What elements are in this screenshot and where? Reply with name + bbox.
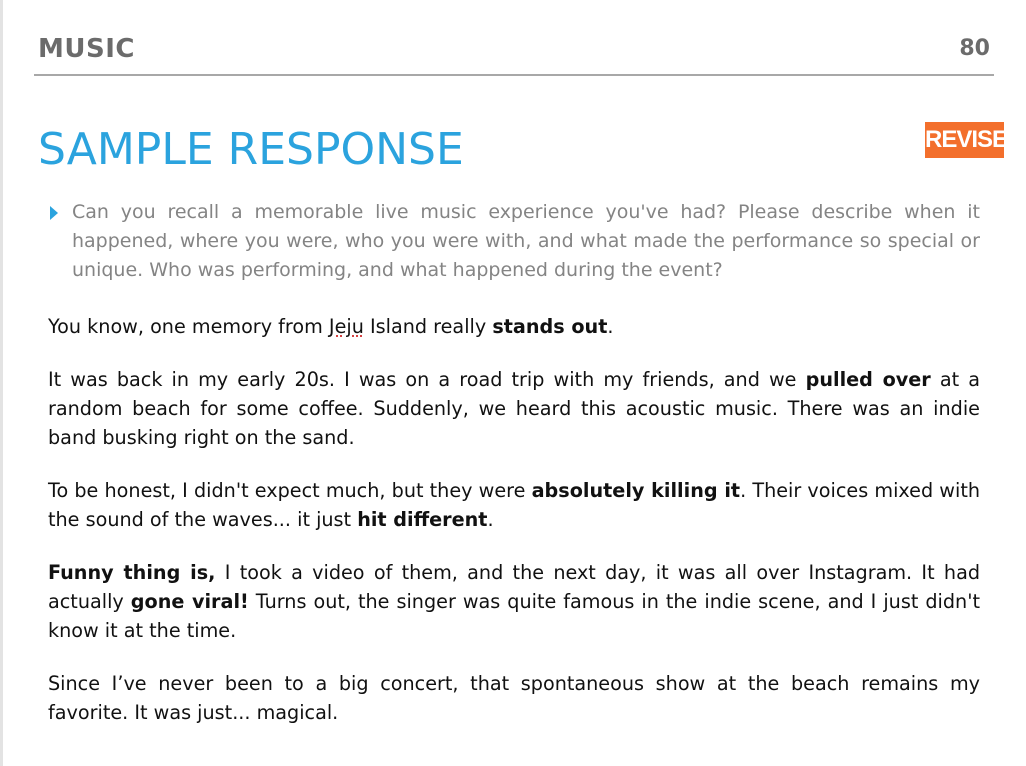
answer-text: I took a video of them, and the next day, it was all over Instagram. It had actually bbox=[48, 561, 981, 613]
answer-paragraph-3 bbox=[48, 476, 980, 534]
triangle-bullet-icon bbox=[50, 206, 58, 220]
spellcheck-word: Jeju bbox=[328, 315, 364, 338]
question-text: Can you recall a memorable live music experience you've had? Please describe when it happened, where you were, who you were with, and what made the performance so special or unique. Who was performing, and what happened during the event? bbox=[72, 201, 980, 281]
answer-paragraph-1 bbox=[48, 312, 980, 341]
answer-paragraph-5 bbox=[48, 669, 980, 727]
key-expression: hit different bbox=[357, 508, 488, 531]
header-divider bbox=[34, 74, 994, 76]
answer-text: To be honest, I didn't expect much, but they were bbox=[48, 479, 532, 502]
answer-text: Island really bbox=[363, 315, 493, 338]
key-expression: Funny thing is, bbox=[48, 561, 216, 584]
answer-text: It was back in my early 20s. I was on a road trip with my friends, and we bbox=[48, 368, 806, 391]
answer-text: Turns out, the singer was quite famous in the indie scene, and I just didn't know it at the time. bbox=[48, 590, 981, 642]
key-expression: stands out bbox=[492, 315, 608, 338]
page-number: 80 bbox=[959, 36, 990, 61]
answer-text: at a random beach for some coffee. Suddenly, we heard this acoustic music. There was an indie band busking right on the sand. bbox=[48, 368, 980, 449]
revised-badge: REVISED bbox=[925, 122, 1004, 158]
question-block bbox=[48, 198, 980, 285]
key-expression: gone viral! bbox=[130, 590, 249, 613]
key-expression: absolutely killing it bbox=[531, 479, 741, 502]
page-title: SAMPLE RESPONSE bbox=[38, 124, 464, 175]
answer-paragraph-4 bbox=[48, 558, 980, 645]
page-left-border bbox=[0, 0, 3, 766]
key-expression: pulled over bbox=[805, 368, 931, 391]
answer-text: Since I’ve never been to a big concert, that spontaneous show at the beach remains my favorite. It was just... magical. bbox=[48, 672, 980, 724]
answer-text: You know, one memory from bbox=[48, 315, 329, 338]
answer-paragraph-2 bbox=[48, 365, 980, 452]
answer-text: . bbox=[607, 315, 614, 338]
answer-text: . Their voices mixed with the sound of the waves... it just bbox=[48, 479, 981, 531]
section-label: MUSIC bbox=[38, 34, 135, 64]
answer-text: . bbox=[487, 508, 494, 531]
